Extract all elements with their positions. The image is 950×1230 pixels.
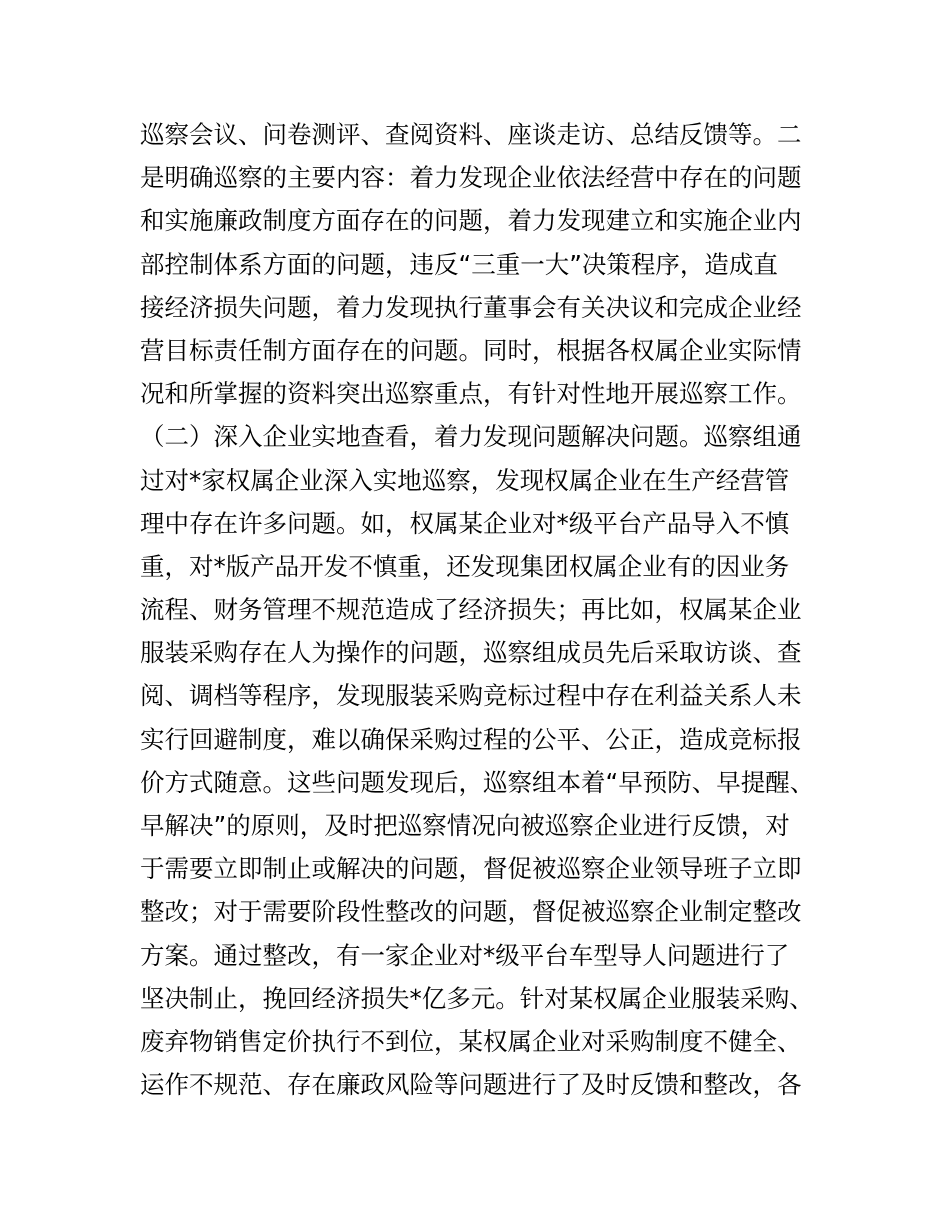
- text-line: 价方式随意。这些问题发现后，巡察组本着“早预防、早提醒、: [140, 767, 815, 797]
- text-line: 是明确巡察的主要内容：着力发现企业依法经营中存在的问题: [140, 163, 802, 193]
- text-line: 和实施廉政制度方面存在的问题，着力发现建立和实施企业内: [140, 206, 802, 236]
- text-line: 于需要立即制止或解决的问题，督促被巡察企业领导班子立即: [140, 854, 802, 884]
- text-line: 接经济损失问题，着力发现执行董事会有关决议和完成企业经: [140, 292, 802, 322]
- text-line: 运作不规范、存在廉政风险等问题进行了及时反馈和整改，各: [140, 1070, 802, 1100]
- text-line: 早解决”的原则，及时把巡察情况向被巡察企业进行反馈，对: [140, 811, 790, 840]
- text-line: 况和所掌握的资料突出巡察重点，有针对性地开展巡察工作。: [140, 379, 802, 409]
- text-line: 重，对*版产品开发不慎重，还发现集团权属企业有的因业务: [140, 551, 790, 581]
- text-line: （二）深入企业实地查看，着力发现问题解决问题。巡察组通: [140, 422, 802, 452]
- text-line: 部控制体系方面的问题，违反“三重一大”决策程序，造成直: [140, 249, 778, 279]
- text-line: 方案。通过整改，有一家企业对*级平台车型导人问题进行了: [140, 940, 790, 970]
- text-line: 坚决制止，挽回经济损失*亿多元。针对某权属企业服装采购、: [140, 983, 814, 1013]
- body-text: [140, 113, 840, 1106]
- text-line: 流程、财务管理不规范造成了经济损失；再比如，权属某企业: [140, 595, 802, 625]
- text-line: 理中存在许多问题。如，权属某企业对*级平台产品导入不慎: [140, 508, 790, 538]
- text-line: 实行回避制度，难以确保采购过程的公平、公正，造成竞标报: [140, 724, 802, 754]
- text-line: 废弃物销售定价执行不到位，某权属企业对采购制度不健全、: [140, 1026, 802, 1056]
- text-line: 服装采购存在人为操作的问题，巡察组成员先后采取访谈、查: [140, 638, 802, 668]
- text-line: 营目标责任制方面存在的问题。同时，根据各权属企业实际情: [140, 335, 802, 365]
- text-line: 阅、调档等程序，发现服装采购竞标过程中存在利益关系人未: [140, 681, 802, 711]
- text-line: 整改；对于需要阶段性整改的问题，督促被巡察企业制定整改: [140, 897, 802, 927]
- text-line: 巡察会议、问卷测评、查阅资料、座谈走访、总结反馈等。二: [140, 120, 802, 149]
- text-line: 过对*家权属企业深入实地巡察，发现权属企业在生产经营管: [140, 465, 790, 495]
